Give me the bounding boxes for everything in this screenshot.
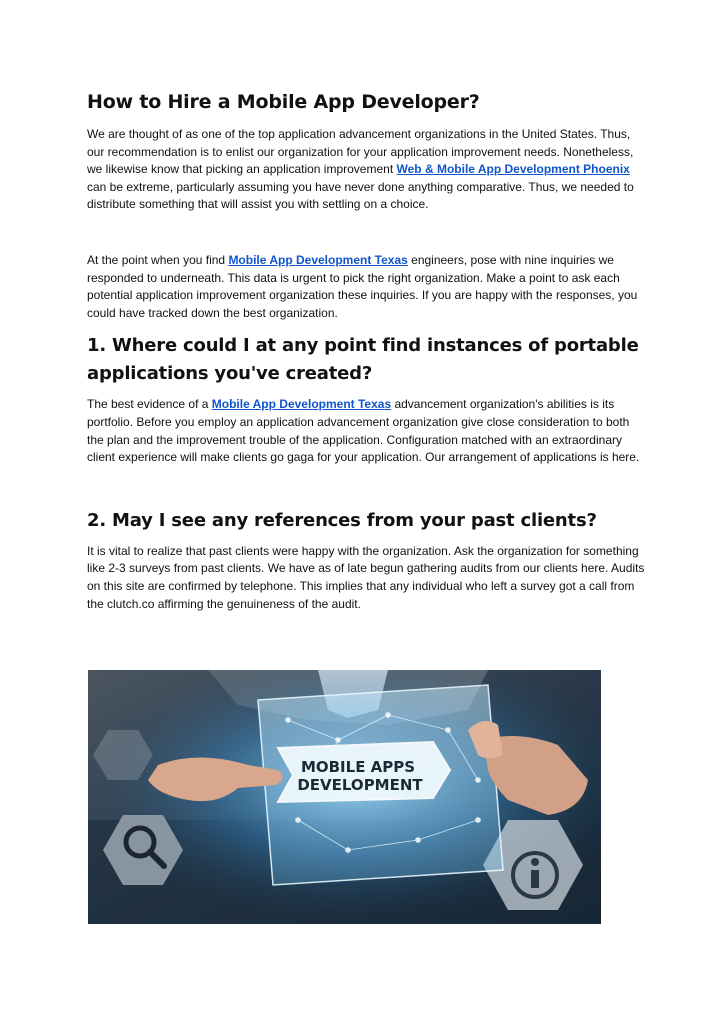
- article: [87, 86, 647, 613]
- link-mobile-texas-1[interactable]: Mobile App Development Texas: [228, 252, 408, 267]
- link-web-mobile-phoenix[interactable]: Web & Mobile App Development Phoenix: [396, 162, 630, 177]
- section1-paragraph: [87, 396, 647, 466]
- mobile-apps-photo: [88, 670, 601, 924]
- second-text-start: At the point when you find: [87, 252, 229, 267]
- section1-heading: 1. Where could I at any point find instances of portable applications you've created?: [87, 335, 639, 385]
- intro-paragraph: [87, 126, 647, 214]
- image-text-line2: DEVELOPMENT: [297, 776, 423, 794]
- second-text-end: engineers, pose with nine inquiries we responded to underneath. This data is urgent to pick the right organization. Make a point to ask each potential application improvement organization these inquiries. If you are happy with the responses, you could have tracked down the best organization.: [87, 252, 638, 320]
- section2-paragraph: It is vital to realize that past clients were happy with the organization. Ask the organization for something like 2-3 surveys from past clients. We have as of late begun gathering audits from our clients here. Audits on this site are confirmed by telephone. This implies that any individual who left a survey got a call from the clutch.co affirming the genuineness of the audit.: [87, 543, 645, 611]
- second-paragraph: [87, 252, 647, 322]
- page-title: How to Hire a Mobile App Developer?: [87, 91, 480, 113]
- intro-text-end: can be extreme, particularly assuming you have never done anything comparative. Thus, we needed to distribute something that will assist you with settling on a choice.: [87, 179, 634, 212]
- image-text-line1: MOBILE APPS: [300, 758, 416, 776]
- link-mobile-texas-2[interactable]: Mobile App Development Texas: [211, 397, 392, 412]
- section2-heading: 2. May I see any references from your past clients?: [87, 509, 597, 531]
- section1-text-end: advancement organization's abilities is its portfolio. Before you employ an application advancement organization give close consideration to both the plan and the improvement trouble of the application. Configuration matched with an extraordinary client experience will make clients go gaga for your application. Our arrangement of applications is here.: [87, 397, 640, 465]
- section1-text-start: The best evidence of a: [87, 397, 212, 412]
- photo-illustration: [88, 670, 601, 924]
- intro-text-start: We are thought of as one of the top application advancement organizations in the United States. Thus, our recommendation is to enlist our organization for your application improvement needs. Nonetheless, we likewise know that picking an application improvement: [87, 127, 634, 177]
